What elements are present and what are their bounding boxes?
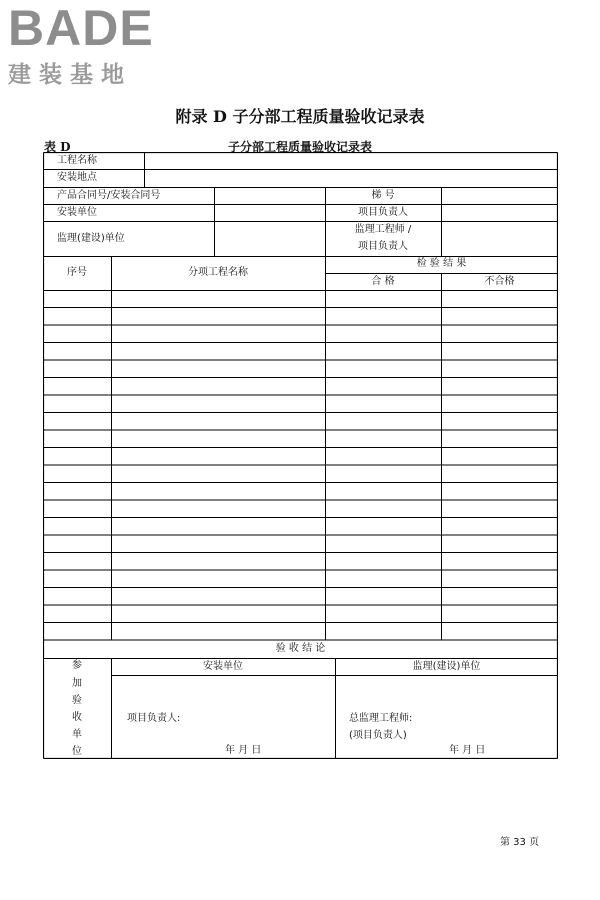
appendix-title: 附录 D 子分部工程质量验收记录表 — [175, 107, 425, 126]
label-install-location: 安装地点 — [57, 172, 97, 183]
bade-logo — [8, 0, 178, 89]
label-supervision-unit: 监理(建设)单位 — [57, 233, 125, 244]
logo-subtitle: 建装基地 — [8, 62, 132, 88]
date-supervision-unit: 年 月 日 — [449, 745, 486, 756]
page-number: 第 33 页 — [500, 837, 540, 848]
col-supervision-unit: 监理(建设)单位 — [412, 661, 481, 672]
participant-char-1: 参 — [72, 660, 82, 671]
table-id: 表 D — [44, 140, 71, 154]
label-chief-supervisor-note: (项目负责人) — [349, 730, 407, 741]
participant-char-3: 验 — [72, 695, 82, 706]
header-serial-no: 序号 — [67, 267, 87, 278]
label-supervisor-line2: 项目负责人 — [358, 241, 408, 252]
participant-char-2: 加 — [72, 678, 82, 689]
label-acceptance-conclusion: 验 收 结 论 — [275, 643, 326, 654]
label-chief-supervisor: 总监理工程师: — [349, 713, 413, 724]
date-install-unit: 年 月 日 — [225, 745, 262, 756]
header-unqualified: 不合格 — [484, 276, 515, 287]
label-ladder-no: 梯 号 — [371, 190, 395, 201]
label-project-manager: 项目负责人 — [358, 207, 408, 218]
label-supervisor-line1: 监理工程师 / — [354, 224, 412, 235]
participant-char-4: 收 — [72, 712, 82, 723]
acceptance-record-table — [43, 152, 558, 759]
label-install-unit: 安装单位 — [57, 207, 97, 218]
label-project-lead: 项目负责人: — [127, 713, 181, 724]
participant-char-6: 位 — [72, 746, 82, 757]
header-qualified: 合 格 — [371, 276, 395, 287]
participant-char-5: 单 — [72, 729, 82, 740]
header-sub-item-name: 分项工程名称 — [188, 267, 248, 278]
header-inspection-result: 检 验 结 果 — [416, 258, 467, 269]
col-install-unit: 安装单位 — [203, 661, 243, 672]
logo-brand: BADE — [8, 0, 154, 56]
table-title: 子分部工程质量验收记录表 — [227, 140, 372, 154]
label-contract-no: 产品合同号/安装合同号 — [57, 190, 161, 201]
label-project-name: 工程名称 — [57, 155, 97, 166]
